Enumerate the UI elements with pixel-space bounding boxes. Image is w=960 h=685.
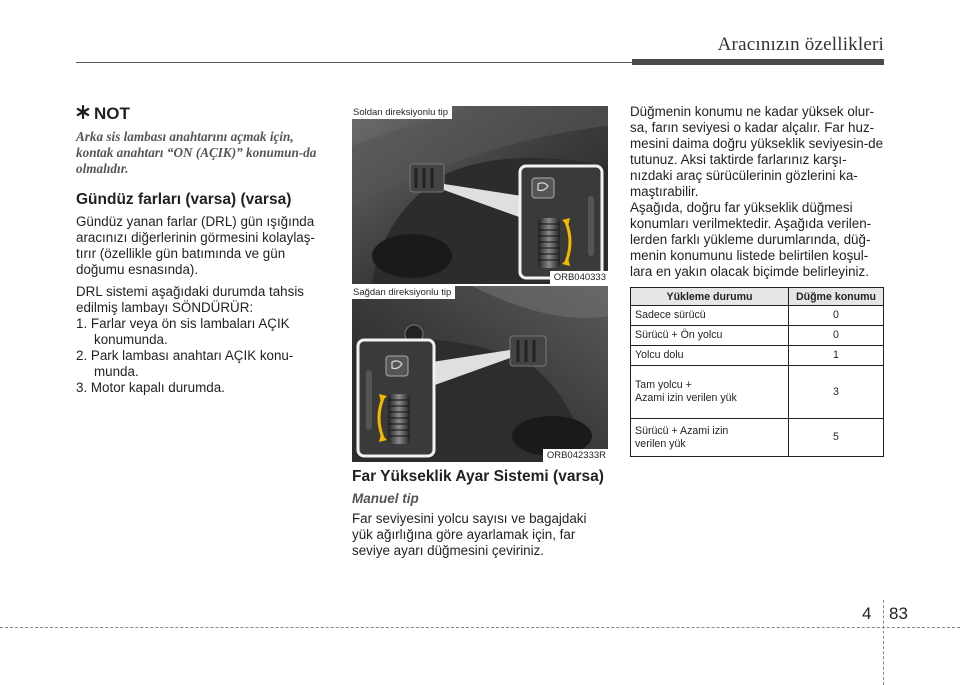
asterisk-icon [76,104,90,124]
note-heading [76,104,329,124]
table-cell-load: Yolcu dolu [631,346,789,366]
drl-list-item: 1. Farlar veya ön sis lambaları AÇIK konumunda. [76,316,290,347]
figure-code: ORB040333 [550,271,608,284]
figure-right-hand-drive [352,286,608,462]
figure-label: Sağdan direksiyonlu tip [352,286,455,299]
table-header-cell: Yükleme durumu [631,288,789,306]
table-cell-position: 0 [789,306,884,326]
table-row [631,419,884,457]
load-position-table [630,287,884,457]
table-row [631,306,884,326]
right-column [630,104,884,280]
drl-list-item: 2. Park lambası anahtarı AÇIK konu-munda. [76,348,294,379]
table-header-row [631,288,884,306]
col3-paragraph-2: Aşağıda, doğru far yükseklik düğmesi konumları verilmektedir. Aşağıda verilen-lerden farklı yükleme durumlarında, düğ-menin konumunu listede belirtilen koşul-lara en yakın olacak biçimde belirleyiniz. [630,200,872,279]
drl-list-item: 3. Motor kapalı durumda. [76,380,225,395]
table-row [631,366,884,419]
note-body: Arka sis lambası anahtarını açmak için, kontak anahtarı “ON (AÇIK)” konumun-da olmalıdır. [76,129,317,176]
leveling-body: Far seviyesini yolcu sayısı ve bagajdaki yük ağırlığına göre ayarlamak için, far seviye ayarı düğmesini çeviriniz. [352,511,587,558]
note-title: NOT [94,104,130,123]
figure-code: ORB042333R [543,449,608,462]
table-cell-position: 5 [789,419,884,457]
left-column [76,104,329,396]
figure-label: Soldan direksiyonlu tip [352,106,452,119]
header-accent-bar [632,59,884,65]
footer-dashed-rule [0,627,960,628]
middle-column-text [352,468,608,559]
figure-left-hand-drive [352,106,608,284]
table-cell-position: 1 [789,346,884,366]
table-cell-load: Sürücü + Ön yolcu [631,326,789,346]
dashboard-switch-photo [352,286,608,462]
table-cell-load: Sadece sürücü [631,306,789,326]
drl-heading: Gündüz farları (varsa) (varsa) [76,191,292,208]
table-cell-position: 3 [789,366,884,419]
col3-paragraph-1: Düğmenin konumu ne kadar yüksek olur-sa, farın seviyesi o kadar alçalır. Far huz-mesini daima doğru yükseklik seviyesin-de tutunuz. Aksi taktirde farlarınız karşı-nızdaki araç sürücülerinin gözlerini ka-maştırabilir. [630,104,884,199]
drl-paragraph-2: DRL sistemi aşağıdaki durumda tahsis edilmiş lambayı SÖNDÜRÜR: [76,284,304,315]
leveling-heading: Far Yükseklik Ayar Sistemi (varsa) [352,468,604,485]
leveling-subheading: Manuel tip [352,491,419,506]
chapter-number: 4 [862,604,872,623]
table-row [631,346,884,366]
table-row [631,326,884,346]
table-cell-load: Tam yolcu + Azami izin verilen yük [631,366,789,419]
running-header-title: Aracınızın özellikleri [717,34,884,55]
footer-dashed-divider [883,600,884,685]
table-header-cell: Düğme konumu [789,288,884,306]
table-cell-position: 0 [789,326,884,346]
drl-paragraph-1: Gündüz yanan farlar (DRL) gün ışığında aracınızı diğerlerinin görmesini kolaylaş-tırır (özellikle gün batımında ve gün doğumu esnasında). [76,214,315,277]
page-number: 83 [889,604,908,623]
table-cell-load: Sürücü + Azami izin verilen yük [631,419,789,457]
dashboard-switch-photo [352,106,608,284]
